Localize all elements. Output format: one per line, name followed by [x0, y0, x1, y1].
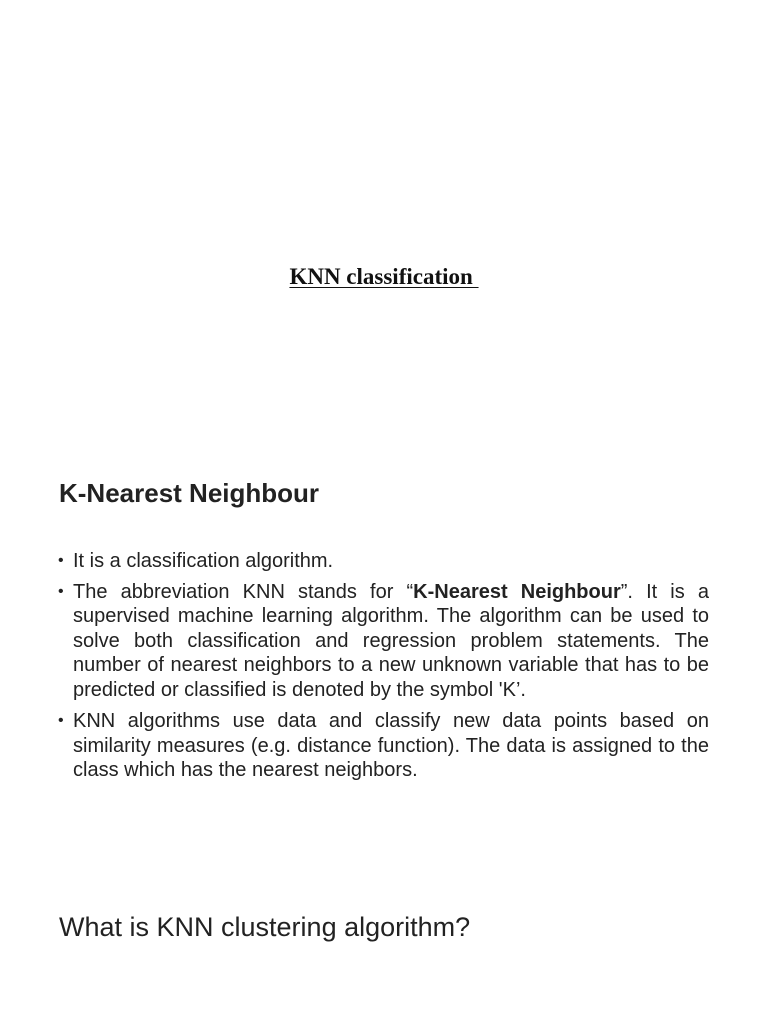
- bullet-item: [56, 549, 709, 574]
- bullet-text-after: ”. It is a supervised machine learning algorithm. The algorithm can be used to solve both classification and regression problem statements. The number of nearest neighbors to a new unknown variable that has to be predicted or classified is denoted by the symbol 'K’.: [73, 580, 709, 701]
- bullet-item: [56, 709, 709, 783]
- bullet-list: [56, 549, 709, 789]
- document-title: [0, 264, 768, 290]
- bullet-dot-icon: •: [58, 712, 64, 729]
- document-title-text: KNN classification: [289, 264, 479, 289]
- bullet-text-before: The abbreviation KNN stands for “: [73, 580, 414, 603]
- section-heading: K-Nearest Neighbour: [59, 478, 320, 508]
- bullet-dot-icon: •: [58, 582, 64, 600]
- question-heading: What is KNN clustering algorithm?: [59, 912, 471, 942]
- bullet-dot-icon: •: [58, 552, 64, 569]
- bullet-text: KNN algorithms use data and classify new data points based on similarity measures (e.g. distance function). The data is assigned to the class which has the nearest neighbors.: [73, 710, 709, 781]
- bullet-text: It is a classification algorithm.: [73, 550, 334, 572]
- bullet-text-bold: K-Nearest Neighbour: [413, 580, 621, 603]
- bullet-item: [56, 580, 709, 703]
